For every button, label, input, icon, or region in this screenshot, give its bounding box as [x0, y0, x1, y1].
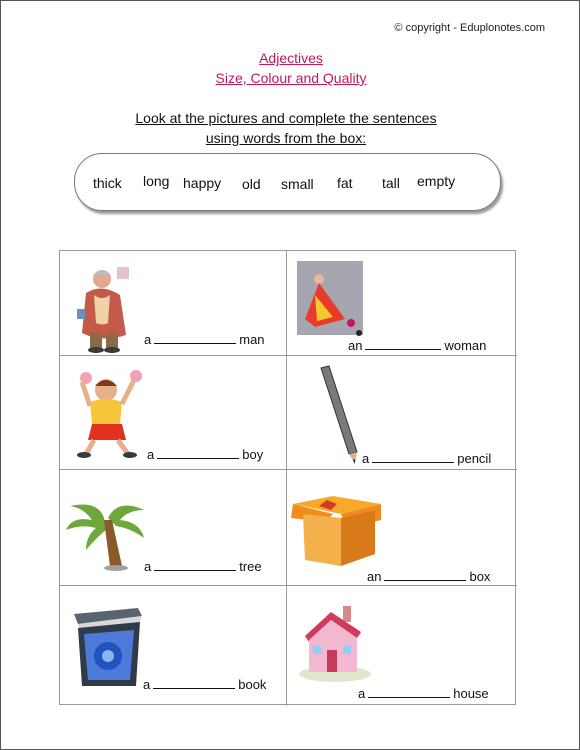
- sentence-pencil: [362, 450, 491, 466]
- book-picture: [72, 604, 144, 690]
- noun-label: book: [238, 677, 267, 692]
- exercise-cell-man: [60, 251, 287, 356]
- word-empty: empty: [417, 173, 456, 189]
- sentence-box: [367, 568, 490, 584]
- answer-blank[interactable]: [384, 568, 466, 581]
- happy-boy-picture: [70, 366, 150, 458]
- box-picture: [289, 490, 385, 570]
- article-label: an: [348, 338, 363, 353]
- answer-blank[interactable]: [154, 558, 236, 571]
- old-man-picture: [72, 263, 142, 353]
- word-tall: tall: [382, 175, 400, 191]
- exercise-cell-box: [287, 470, 517, 586]
- exercise-cell-house: [287, 586, 517, 706]
- noun-label: boy: [242, 447, 264, 462]
- answer-blank[interactable]: [372, 450, 454, 463]
- worksheet-title: Adjectives: [259, 50, 323, 66]
- answer-blank[interactable]: [157, 446, 239, 459]
- article-label: an: [367, 569, 382, 584]
- noun-label: box: [469, 569, 491, 584]
- article-label: a: [144, 332, 152, 347]
- sentence-woman: [348, 337, 486, 353]
- woman-picture: [297, 261, 367, 341]
- exercise-cell-book: [60, 586, 287, 706]
- exercise-cell-woman: [287, 251, 517, 356]
- article-label: a: [358, 686, 366, 701]
- sentence-house: [358, 685, 489, 701]
- noun-label: house: [453, 686, 489, 701]
- exercise-cell-boy: [60, 356, 287, 470]
- word-old: old: [242, 176, 261, 192]
- article-label: a: [147, 447, 155, 462]
- sentence-tree: [144, 558, 262, 574]
- noun-label: pencil: [457, 451, 492, 466]
- answer-blank[interactable]: [153, 676, 235, 689]
- worksheet-subtitle: Size, Colour and Quality: [215, 70, 367, 86]
- noun-label: tree: [239, 559, 262, 574]
- word-happy: happy: [183, 175, 222, 191]
- answer-blank[interactable]: [154, 331, 236, 344]
- instructions-line-2: using words from the box:: [205, 130, 367, 146]
- article-label: a: [362, 451, 370, 466]
- answer-blank[interactable]: [365, 337, 441, 350]
- copyright-notice: © copyright - Eduplonotes.com: [394, 22, 545, 34]
- word-fat: fat: [337, 175, 353, 191]
- sentence-man: [144, 331, 265, 347]
- article-label: a: [144, 559, 152, 574]
- instructions-line-1: Look at the pictures and complete the sentences: [135, 110, 437, 126]
- article-label: a: [143, 677, 151, 692]
- word-small: small: [281, 176, 314, 192]
- pencil-picture: [317, 364, 361, 466]
- word-long: long: [143, 173, 170, 189]
- word-thick: thick: [93, 175, 122, 191]
- word-box: [74, 153, 501, 211]
- tree-picture: [64, 488, 148, 574]
- answer-blank[interactable]: [368, 685, 450, 698]
- noun-label: man: [239, 332, 265, 347]
- exercise-cell-pencil: [287, 356, 517, 470]
- sentence-boy: [147, 446, 263, 462]
- house-picture: [295, 600, 375, 684]
- exercise-grid: [59, 250, 516, 705]
- exercise-cell-tree: [60, 470, 287, 586]
- sentence-book: [143, 676, 266, 692]
- noun-label: woman: [444, 338, 487, 353]
